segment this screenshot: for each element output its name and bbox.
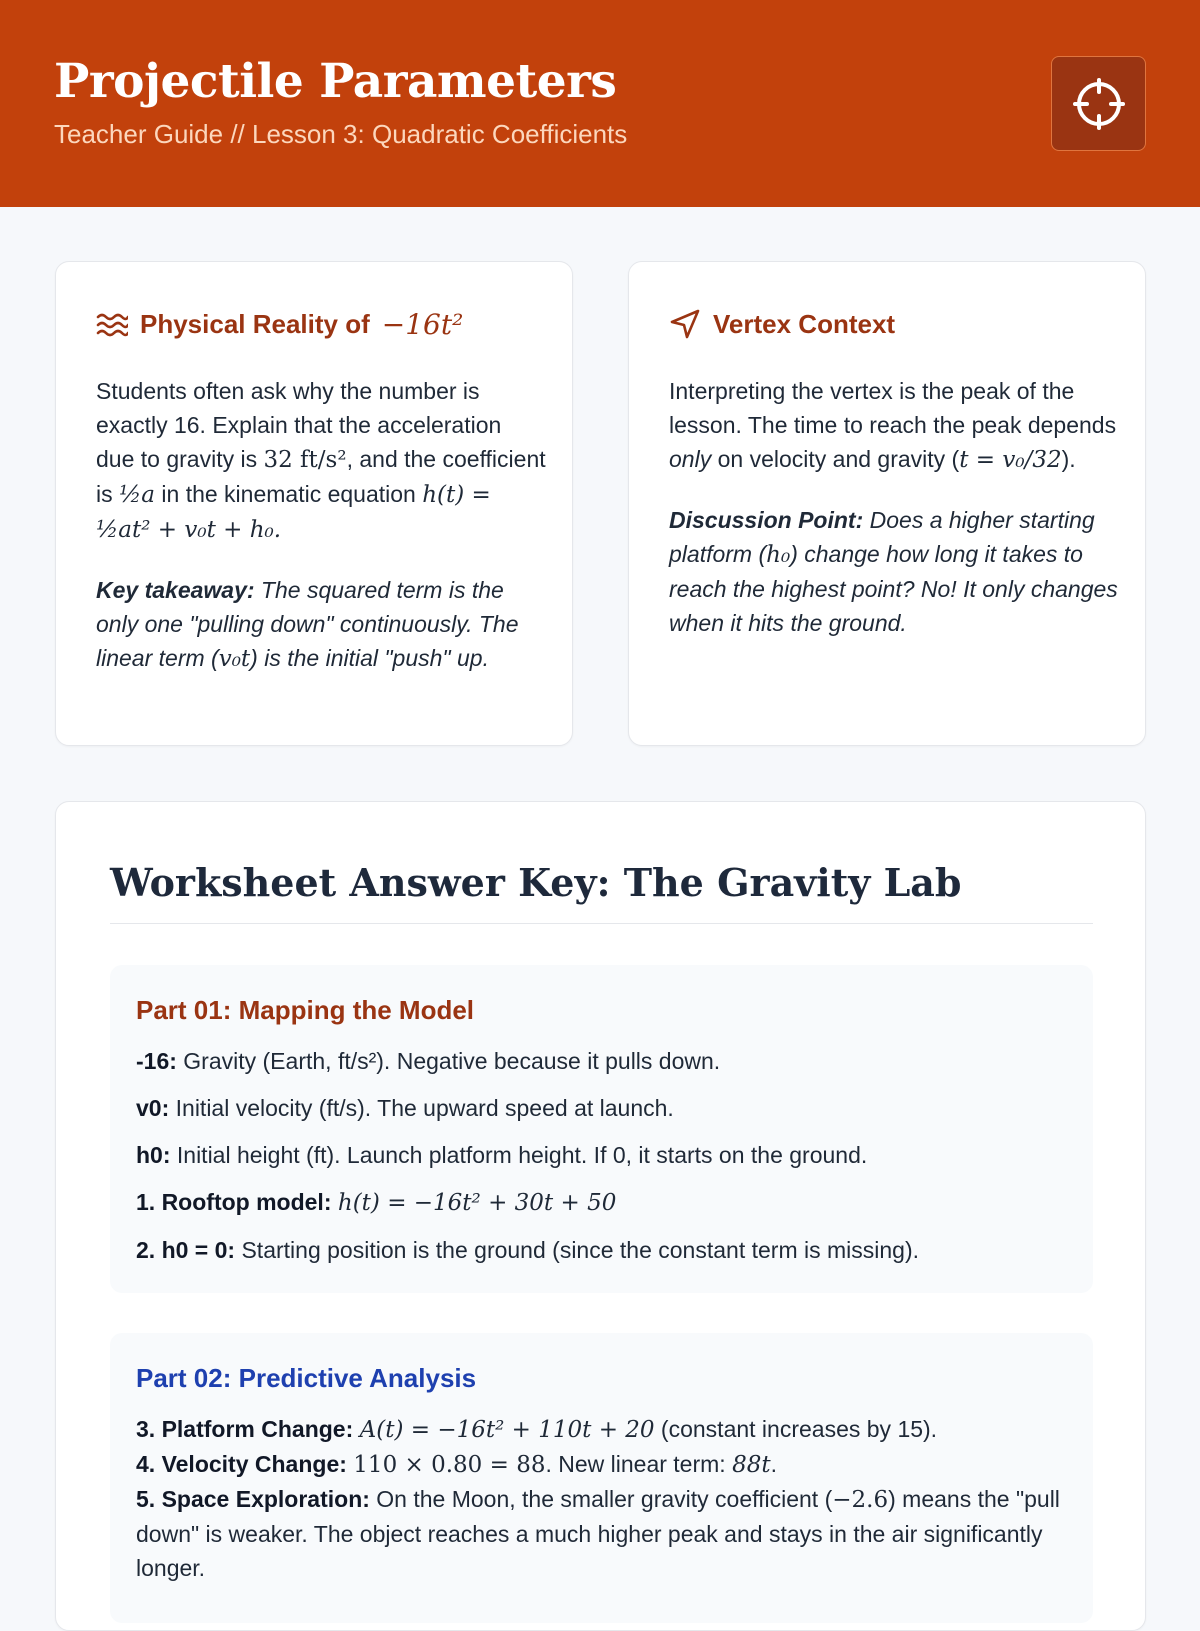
worksheet-card	[55, 801, 1146, 1631]
part-01-title: Part 01: Mapping the Model	[136, 995, 475, 1025]
key-takeaway	[96, 573, 546, 676]
title-divider	[110, 923, 1093, 924]
vertex-paragraph	[669, 374, 1119, 477]
answer-line	[136, 1233, 1067, 1267]
text-run: ) change how long it takes to reach the highest point? No! It only changes when it hits the ground.	[669, 541, 1118, 636]
crosshair-icon	[1073, 78, 1125, 130]
physical-reality-title: Physical Reality of	[140, 309, 370, 339]
text-run: ) is the initial "push" up.	[250, 645, 489, 671]
answer-text: .	[770, 1451, 777, 1477]
answer-text: On the Moon, the smaller gravity coefficient (	[369, 1486, 833, 1512]
part-01-section	[110, 965, 1093, 1293]
answer-text: Starting position is the ground (since the constant term is missing).	[235, 1237, 920, 1263]
answer-text: Initial height (ft). Launch platform height. If 0, it starts on the ground.	[170, 1142, 868, 1168]
answer-label: 1. Rooftop model:	[136, 1189, 332, 1215]
text-run: Does a higher starting platform (	[669, 507, 1095, 567]
page-header	[0, 0, 1200, 207]
velocity-change-math: 110 × 0.80 = 88	[353, 1452, 546, 1478]
physical-reality-paragraph	[96, 374, 546, 547]
linear-term-math: 88t	[732, 1452, 771, 1478]
answer-text: . New linear term:	[545, 1451, 733, 1477]
emphasis-only: only	[669, 446, 712, 472]
answer-text: ) means the "pull down" is weaker. The object reaches a much higher peak and stays in the air significantly longer.	[136, 1486, 1060, 1581]
navigation-arrow-icon	[669, 308, 701, 340]
rooftop-model-math: h(t) = −16t² + 30t + 50	[337, 1190, 617, 1216]
physical-reality-body	[96, 374, 546, 702]
answer-label: 3. Platform Change:	[136, 1416, 354, 1442]
physical-reality-heading	[96, 308, 463, 341]
initial-height-math: h₀	[766, 542, 791, 568]
takeaway-label: Key takeaway:	[96, 577, 255, 603]
moon-gravity-math: −2.6	[832, 1487, 889, 1513]
discussion-label: Discussion Point:	[669, 507, 864, 533]
text-run: on velocity and gravity (	[711, 446, 960, 472]
vertex-context-card	[628, 261, 1146, 746]
answer-line	[136, 1044, 1067, 1078]
answer-line	[136, 1412, 1067, 1447]
text-run: The squared term is the only one "pulling down" continuously. The linear term (	[96, 577, 519, 671]
answer-text: (constant increases by 15).	[654, 1416, 938, 1442]
answer-label: h0:	[136, 1142, 171, 1168]
answer-line	[136, 1091, 1067, 1125]
answer-label: 2. h0 = 0:	[136, 1237, 236, 1263]
text-run: Interpreting the vertex is the peak of the lesson. The time to reach the peak depends	[669, 378, 1117, 438]
answer-line	[136, 1482, 1067, 1585]
text-run: ).	[1061, 446, 1076, 472]
answer-label: v0:	[136, 1095, 170, 1121]
answer-text: Gravity (Earth, ft/s²). Negative because it pulls down.	[176, 1048, 721, 1074]
part-02-title: Part 02: Predictive Analysis	[136, 1363, 477, 1393]
vertex-context-heading	[669, 308, 895, 340]
answer-label: 4. Velocity Change:	[136, 1451, 347, 1477]
text-run: Students often ask why the number is exactly 16. Explain that the acceleration due to gravity is	[96, 378, 502, 472]
answer-label: 5. Space Exploration:	[136, 1486, 370, 1512]
part-02-section	[110, 1333, 1093, 1623]
answer-line	[136, 1447, 1067, 1482]
crosshair-button[interactable]	[1051, 56, 1146, 151]
physical-reality-card	[55, 261, 573, 746]
answer-label: -16:	[136, 1048, 177, 1074]
answer-line	[136, 1138, 1067, 1172]
page-title: Projectile Parameters	[54, 54, 617, 109]
page-subtitle: Teacher Guide // Lesson 3: Quadratic Coefficients	[54, 119, 628, 149]
text-run: , and the coefficient is	[96, 446, 546, 507]
peak-time-math: t = v₀/32	[959, 447, 1062, 473]
platform-change-math: A(t) = −16t² + 110t + 20	[359, 1417, 655, 1443]
text-run: in the kinematic equation	[155, 481, 423, 507]
physical-reality-title-math: −16t²	[381, 308, 464, 341]
vertex-context-title: Vertex Context	[713, 308, 896, 339]
answer-line	[136, 1185, 1067, 1220]
kinematic-equation: h(t) = ½at² + v₀t + h₀.	[96, 482, 491, 543]
coefficient-math: ½a	[119, 482, 156, 508]
gravity-value: 32 ft/s²	[263, 447, 347, 473]
waves-icon	[96, 309, 128, 341]
discussion-point	[669, 503, 1119, 640]
answer-text: Initial velocity (ft/s). The upward speed at launch.	[169, 1095, 674, 1121]
worksheet-title: Worksheet Answer Key: The Gravity Lab	[110, 860, 962, 905]
linear-term-math: v₀t	[218, 646, 251, 672]
vertex-context-body	[669, 374, 1119, 666]
